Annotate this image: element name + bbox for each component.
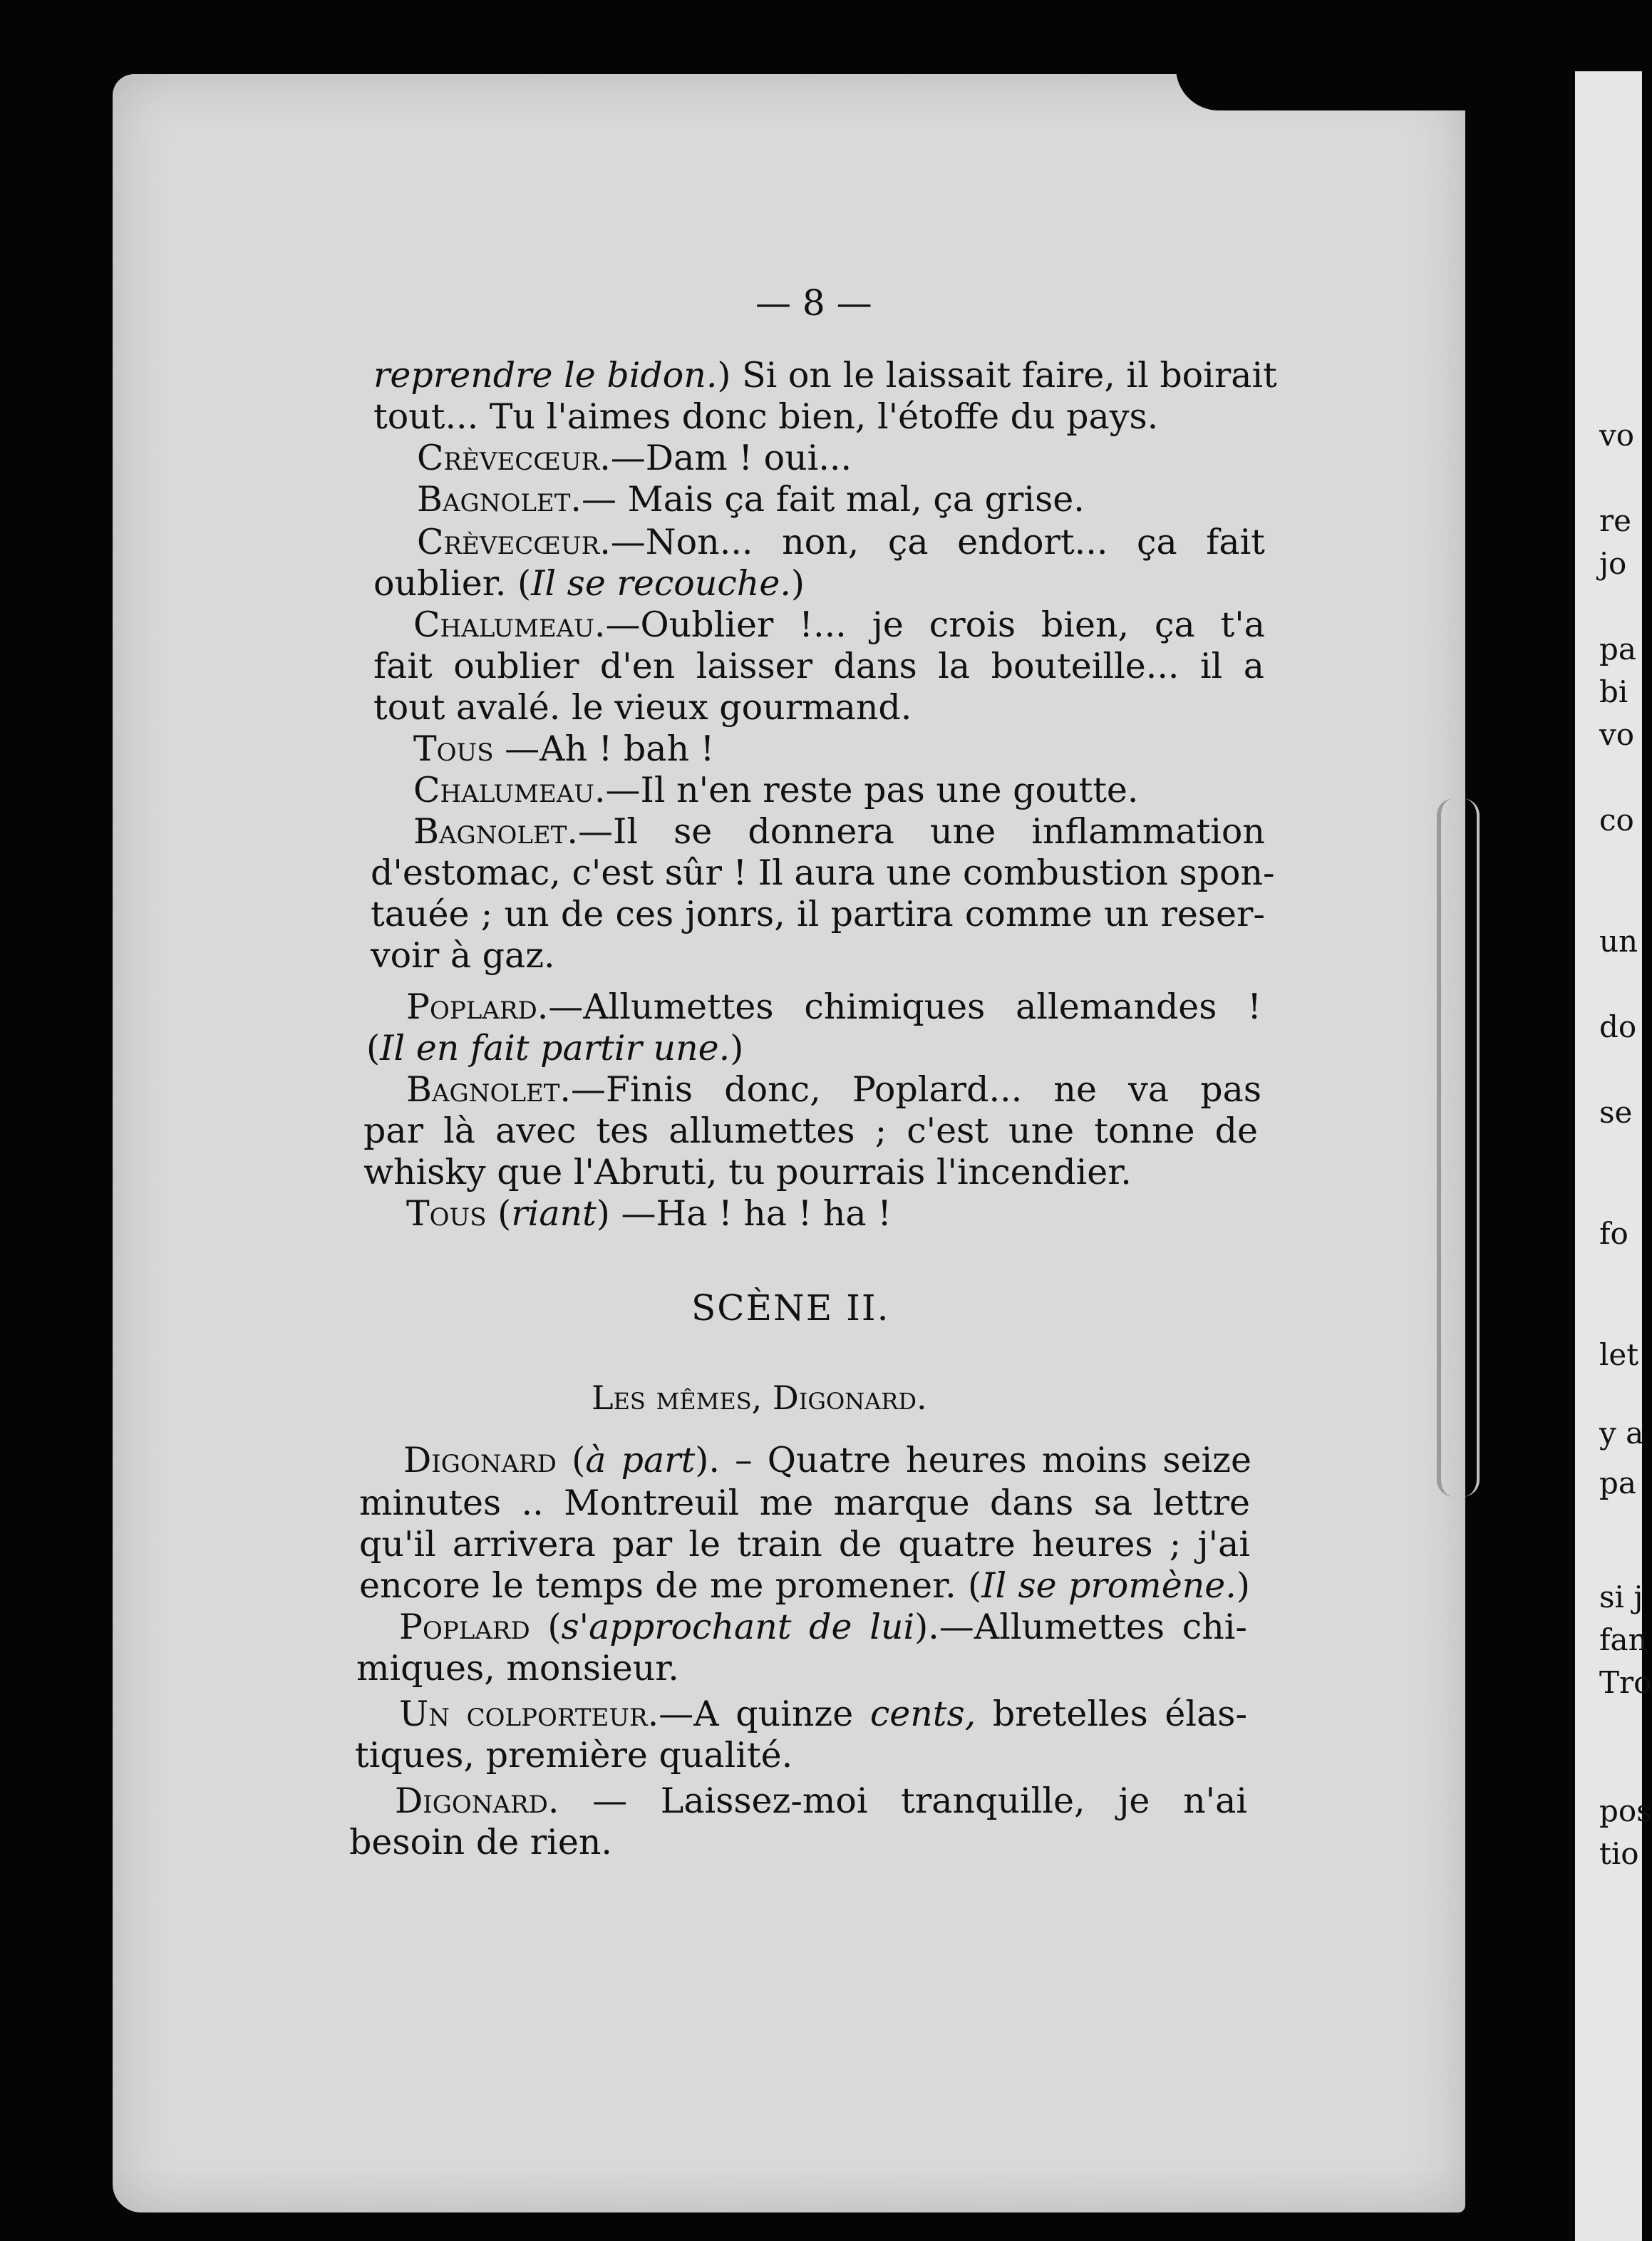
dialogue-text: minutes .. Montreuil me marque dans sa lettre: [359, 1483, 1250, 1523]
speaker-name: Poplard: [399, 1607, 530, 1647]
dialogue-text: ).—Allumettes chi-: [914, 1607, 1247, 1647]
facing-page-fragment: jo: [1599, 546, 1627, 581]
dialogue-text: (: [366, 1028, 381, 1068]
scene-heading: SCÈNE II.: [691, 1287, 890, 1329]
dialogue-line: [406, 1193, 1119, 1235]
facing-page-fragment: re: [1599, 503, 1631, 538]
facing-page-fragment: si j: [1599, 1580, 1643, 1614]
dialogue-line: [366, 1028, 865, 1069]
dialogue-text: —A quinze: [659, 1694, 870, 1734]
dialogue-text: (: [556, 1440, 586, 1480]
dialogue-text: (: [530, 1607, 562, 1647]
dialogue-text: whisky que l'Abruti, tu pourrais l'incendier.: [363, 1152, 1132, 1192]
dialogue-line: [373, 396, 1179, 438]
dialogue-text: ). – Quatre heures moins seize: [695, 1440, 1251, 1480]
speaker-name: Digonard.: [395, 1781, 559, 1821]
stage-direction: reprendre le bidon.: [373, 355, 718, 396]
dialogue-line: [406, 986, 1261, 1028]
speaker-name: Tous: [406, 1193, 487, 1234]
dialogue-text: —Ah ! bah !: [493, 728, 715, 769]
facing-page-fragment: fan: [1599, 1622, 1648, 1657]
dialogue-text: tiques, première qualité.: [355, 1735, 793, 1776]
scene2-line: [399, 1607, 1247, 1648]
page-gutter-fold: [1437, 798, 1480, 1497]
dialogue-line: [373, 355, 1277, 396]
dialogue-text: ): [1236, 1565, 1250, 1606]
dialogue-text: —Il n'en reste pas une goutte.: [605, 770, 1139, 810]
dialogue-line: [373, 687, 1086, 728]
dialogue-line: [417, 479, 1130, 520]
facing-page-fragment: pos: [1599, 1793, 1652, 1828]
dialogue-line: [406, 1069, 1261, 1111]
dialogue-line: [413, 811, 1265, 852]
speaker-name: Digonard: [403, 1440, 557, 1480]
speaker-name: Chalumeau.: [413, 604, 606, 645]
scene2-line: [403, 1440, 1251, 1481]
dialogue-line: [363, 1152, 1183, 1193]
dialogue-line: [373, 646, 1264, 687]
dialogue-text: —Il se donnera une inflammation: [578, 811, 1265, 852]
stage-direction: s'approchant de lui: [561, 1607, 915, 1647]
stage-direction: à part: [585, 1440, 696, 1480]
stage-direction: Il en fait partir une.: [380, 1028, 731, 1068]
page-number: — 8 —: [755, 282, 872, 324]
dialogue-text: oublier. (: [373, 563, 532, 604]
facing-page-fragment: fo: [1599, 1216, 1628, 1251]
facing-page-fragment: let: [1599, 1337, 1639, 1372]
facing-page-text: [1599, 0, 1652, 2241]
dialogue-text: —Finis donc, Poplard... ne va pas: [571, 1069, 1261, 1110]
speaker-name: Chalumeau.: [413, 770, 606, 810]
dialogue-line: [373, 563, 872, 604]
speaker-name: Tous: [413, 728, 494, 769]
speaker-name: Poplard.: [406, 986, 549, 1027]
speaker-name: Un colporteur.: [399, 1694, 659, 1734]
dialogue-line: [413, 770, 1139, 811]
dialogue-text: —Non... non, ça endort... ça fait: [610, 522, 1265, 562]
facing-page-fragment: Tro: [1599, 1665, 1652, 1700]
stage-direction: riant: [511, 1193, 597, 1234]
scene2-line: [359, 1565, 1250, 1607]
facing-page-fragment: pa: [1599, 632, 1636, 666]
dialogue-line: [417, 522, 1265, 563]
dialogue-text: fait oublier d'en laisser dans la bouteille... il a: [373, 646, 1264, 686]
facing-page-fragment: pa: [1599, 1465, 1636, 1500]
dialogue-text: —Allumettes chimiques allemandes !: [548, 986, 1261, 1027]
facing-page-fragment: se: [1599, 1095, 1633, 1130]
dialogue-text: —Oublier !... je crois bien, ça t'a: [605, 604, 1265, 645]
facing-page-fragment: tio: [1599, 1836, 1639, 1871]
dialogue-text: tout... Tu l'aimes donc bien, l'étoffe du pays.: [373, 396, 1159, 437]
scene2-line: [349, 1822, 777, 1863]
scene2-line: [356, 1648, 784, 1689]
torn-page-corner: [1176, 68, 1497, 110]
dialogue-text: — Laissez-moi tranquille, je n'ai: [559, 1781, 1247, 1821]
dialogue-line: [371, 852, 1275, 894]
facing-page-fragment: bi: [1599, 674, 1628, 709]
dialogue-text: — Mais ça fait mal, ça grise.: [582, 479, 1085, 520]
dialogue-line: [371, 935, 656, 977]
dialogue-text: bretelles élas-: [976, 1694, 1248, 1734]
dialogue-text: ): [790, 563, 805, 604]
dialogue-text: tout avalé. le vieux gourmand.: [373, 687, 912, 728]
scene2-line: [399, 1694, 1247, 1735]
dialogue-text: qu'il arrivera par le train de quatre heures ; j'ai: [359, 1524, 1250, 1565]
scene2-line: [355, 1735, 854, 1776]
facing-page-fragment: co: [1599, 803, 1634, 838]
dialogue-text: par là avec tes allumettes ; c'est une tonne de: [363, 1111, 1258, 1151]
dialogue-line: [363, 1111, 1258, 1152]
dialogue-text: ) —Ha ! ha ! ha !: [596, 1193, 892, 1234]
stage-direction: Il se promène.: [981, 1565, 1237, 1606]
scene2-line: [359, 1524, 1250, 1565]
stage-direction: cents,: [869, 1694, 976, 1734]
dialogue-line: [371, 894, 1265, 935]
speaker-name: Crèvecœur.: [417, 522, 611, 562]
facing-page-fragment: vo: [1599, 418, 1635, 453]
speaker-name: Bagnolet.: [417, 479, 582, 520]
dialogue-text: besoin de rien.: [349, 1822, 612, 1863]
scene2-line: [395, 1781, 1247, 1822]
dialogue-line: [417, 438, 987, 479]
dialogue-text: ): [730, 1028, 744, 1068]
dialogue-line: [413, 604, 1265, 646]
scene2-line: [359, 1483, 1250, 1524]
speaker-name: Crèvecœur.: [417, 438, 611, 478]
dialogue-text: ) Si on le laissait faire, il boirait: [717, 355, 1277, 396]
facing-page-fragment: do: [1599, 1009, 1637, 1044]
dialogue-text: (: [486, 1193, 512, 1234]
dialogue-text: miques, monsieur.: [356, 1648, 679, 1689]
dialogue-text: tauée ; un de ces jonrs, il partira comme un reser-: [371, 894, 1265, 934]
dialogue-text: voir à gaz.: [371, 935, 555, 976]
facing-page-fragment: vo: [1599, 717, 1635, 752]
speaker-name: Bagnolet.: [413, 811, 578, 852]
stage-direction: Il se recouche.: [531, 563, 791, 604]
facing-page-fragment: y a: [1599, 1416, 1644, 1451]
dialogue-text: —Dam ! oui...: [610, 438, 852, 478]
dialogue-text: d'estomac, c'est sûr ! Il aura une combustion spon-: [371, 852, 1275, 893]
facing-page-fragment: un: [1599, 924, 1638, 959]
speaker-name: Bagnolet.: [406, 1069, 571, 1110]
dialogue-line: [413, 728, 841, 770]
scene-characters: Les mêmes, Digonard.: [592, 1379, 927, 1417]
dialogue-text: encore le temps de me promener. (: [359, 1565, 982, 1606]
